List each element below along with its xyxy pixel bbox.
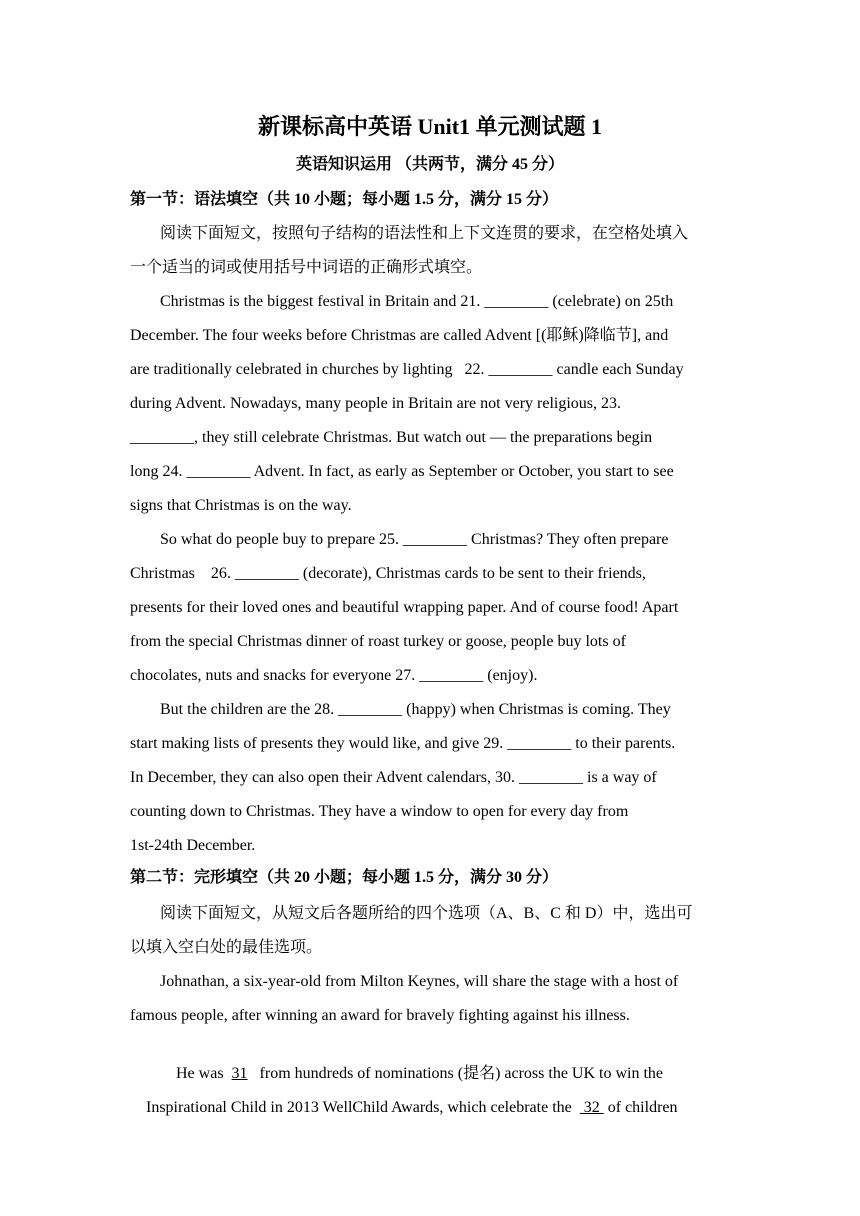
- passage1-line: Christmas is the biggest festival in Britain and 21. ________ (celebrate) on 25th: [160, 293, 674, 310]
- passage1-line: So what do people buy to prepare 25. ________ Christmas? They often prepare: [160, 531, 669, 548]
- passage2-text: from hundreds of nominations (提名) across the UK to win the: [247, 1065, 664, 1082]
- passage2-text: He was: [176, 1065, 232, 1082]
- passage2-text: of children: [603, 1099, 678, 1116]
- blank-31: 31: [231, 1065, 248, 1082]
- section2-instruction-line: 阅读下面短文，从短文后各题所给的四个选项（A、B、C 和 D）中，选出可: [160, 905, 693, 922]
- passage2-line: [130, 1072, 678, 1144]
- passage2-line: famous people, after winning an award for bravely fighting against his illness.: [130, 1007, 630, 1024]
- section1-instruction-line: 阅读下面短文，按照句子结构的语法性和上下文连贯的要求，在空格处填入: [160, 225, 689, 242]
- passage1-line: 1st-24th December.: [130, 837, 256, 854]
- passage1-line: Christmas 26. ________ (decorate), Christmas cards to be sent to their friends,: [130, 565, 646, 582]
- passage1-line: signs that Christmas is on the way.: [130, 497, 352, 514]
- document-title: 新课标高中英语 Unit1 单元测试题 1: [257, 114, 603, 139]
- passage1-line: long 24. ________ Advent. In fact, as early as September or October, you start to see: [130, 463, 674, 480]
- section1-heading: 第一节：语法填空（共 10 小题；每小题 1.5 分，满分 15 分）: [130, 191, 559, 208]
- passage1-line: But the children are the 28. ________ (happy) when Christmas is coming. They: [160, 701, 671, 718]
- passage1-line: from the special Christmas dinner of roast turkey or goose, people buy lots of: [130, 633, 626, 650]
- passage2-text: Inspirational Child in 2013 WellChild Awards, which celebrate the: [146, 1099, 580, 1116]
- passage1-line: counting down to Christmas. They have a window to open for every day from: [130, 803, 629, 820]
- passage1-line: In December, they can also open their Advent calendars, 30. ________ is a way of: [130, 769, 657, 786]
- passage1-line: ________, they still celebrate Christmas. But watch out — the preparations begin: [130, 429, 653, 446]
- document-subtitle: 英语知识运用 （共两节，满分 45 分）: [295, 156, 564, 173]
- passage1-line: during Advent. Nowadays, many people in Britain are not very religious, 23.: [130, 395, 622, 412]
- passage1-line: presents for their loved ones and beautiful wrapping paper. And of course food! Apart: [130, 599, 679, 616]
- passage1-line: are traditionally celebrated in churches by lighting 22. ________ candle each Sunday: [130, 361, 684, 378]
- passage1-line: chocolates, nuts and snacks for everyone 27. ________ (enjoy).: [130, 667, 538, 684]
- section2-instruction-line: 以填入空白处的最佳选项。: [130, 939, 323, 956]
- passage1-line: December. The four weeks before Christmas are called Advent [(耶稣)降临节], and: [130, 327, 669, 344]
- blank-32: 32: [579, 1099, 604, 1116]
- passage2-line: Johnathan, a six-year-old from Milton Keynes, will share the stage with a host of: [160, 973, 679, 990]
- passage1-line: start making lists of presents they would like, and give 29. ________ to their parents.: [130, 735, 676, 752]
- section2-heading: 第二节：完形填空（共 20 小题；每小题 1.5 分，满分 30 分）: [130, 869, 559, 886]
- section1-instruction-line: 一个适当的词或使用括号中词语的正确形式填空。: [130, 259, 483, 276]
